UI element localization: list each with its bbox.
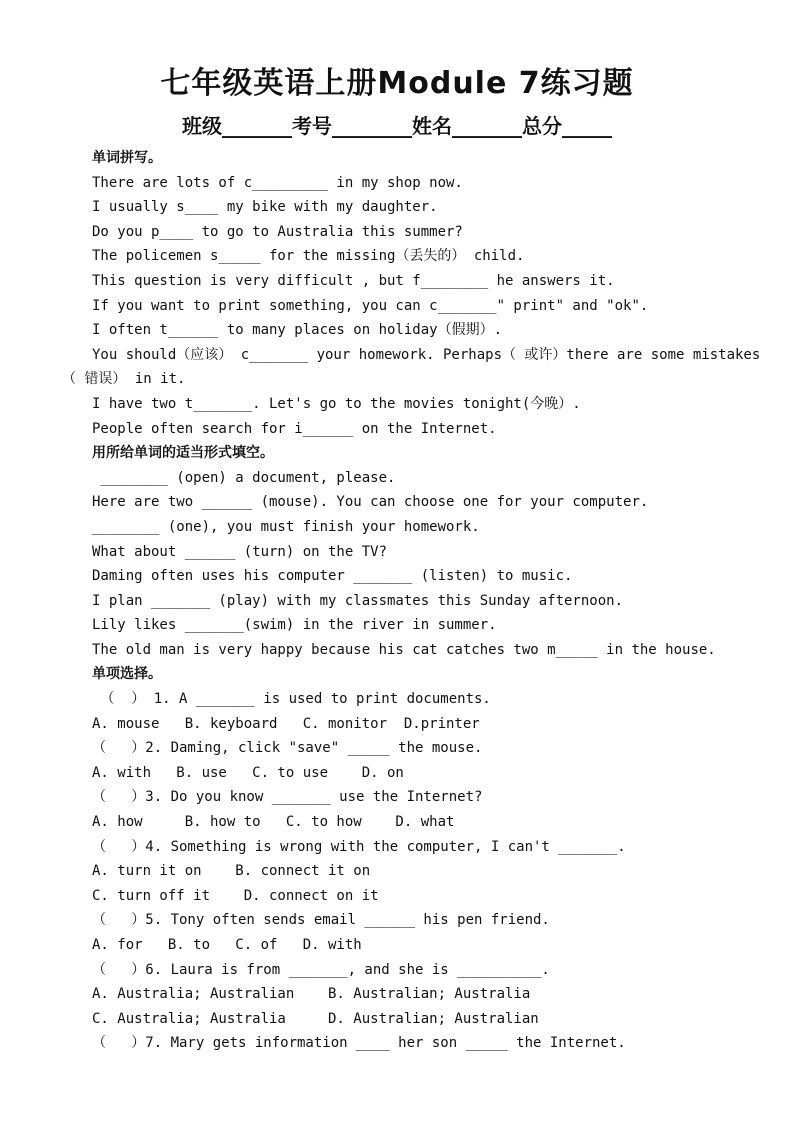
word-form-item: What about ______ (turn) on the TV?: [92, 543, 388, 560]
spelling-item: Do you p____ to go to Australia this summer?: [92, 223, 463, 240]
section-heading-word-forms: 用所给单词的适当形式填空。: [92, 445, 274, 462]
choice-item: （ ）4. Something is wrong with the computer, I can't _______.: [92, 838, 626, 855]
spelling-item: There are lots of c_________ in my shop now.: [92, 174, 463, 191]
spelling-item: You should（应该） c_______ your homework. Perhaps（ 或许）there are some mistakes: [92, 346, 761, 363]
section-heading-spelling: 单词拼写。: [92, 150, 162, 166]
spelling-item: The policemen s_____ for the missing（丢失的） child.: [92, 248, 525, 265]
spelling-item: This question is very difficult , but f________ he answers it.: [92, 272, 615, 289]
word-form-item: I plan _______ (play) with my classmates this Sunday afternoon.: [92, 592, 624, 609]
choice-item: （ ）7. Mary gets information ____ her son _____ the Internet.: [92, 1035, 626, 1052]
choice-item: A. with B. use C. to use D. on: [92, 764, 404, 781]
spelling-item: I usually s____ my bike with my daughter.: [92, 199, 438, 216]
choice-item: A. mouse B. keyboard C. monitor D.printer: [92, 715, 480, 732]
choice-item: （ ）5. Tony often sends email ______ his pen friend.: [92, 912, 550, 929]
section-word-forms-list: [62, 466, 752, 663]
choice-item: （ ）3. Do you know _______ use the Internet?: [92, 789, 483, 806]
choice-item: A. Australia; Australian B. Australian; Australia: [92, 986, 531, 1003]
section-spelling-list: [62, 171, 761, 442]
spelling-item: If you want to print something, you can c_______" print" and "ok".: [92, 297, 649, 314]
page-title: 七年级英语上册Module 7练习题: [160, 66, 634, 101]
choice-item: A. turn it on B. connect it on: [92, 863, 371, 880]
choice-item: A. how B. how to C. to how D. what: [92, 814, 455, 831]
section-multiple-choice-list: [62, 687, 752, 1056]
choice-item: （ ）2. Daming, click "save" _____ the mouse.: [92, 740, 483, 757]
word-form-item: Lily likes _______(swim) in the river in summer.: [92, 617, 497, 634]
choice-item: C. Australia; Australia D. Australian; Australian: [92, 1010, 539, 1027]
spelling-item: People often search for i______ on the Internet.: [92, 420, 497, 437]
student-info-line: 班级_______考号________姓名_______总分_____: [182, 114, 612, 138]
spelling-item: I have two t_______. Let's go to the movies tonight(今晚）.: [92, 395, 581, 412]
choice-item: C. turn off it D. connect on it: [92, 887, 379, 904]
spelling-item: （ 错误） in it.: [62, 371, 186, 388]
worksheet-content: [62, 146, 761, 1056]
word-form-item: ________ (one), you must finish your homework.: [92, 518, 480, 535]
choice-item: （ ） 1. A _______ is used to print documents.: [92, 691, 491, 708]
word-form-item: The old man is very happy because his cat catches two m_____ in the house.: [92, 641, 716, 658]
word-form-item: Daming often uses his computer _______ (listen) to music.: [92, 568, 573, 585]
choice-item: （ ）6. Laura is from _______, and she is __________.: [92, 961, 550, 978]
choice-item: A. for B. to C. of D. with: [92, 937, 362, 953]
section-heading-multiple-choice: 单项选择。: [92, 666, 162, 683]
word-form-item: ________ (open) a document, please.: [92, 469, 396, 486]
spelling-item: I often t______ to many places on holiday（假期）.: [92, 322, 503, 339]
word-form-item: Here are two ______ (mouse). You can choose one for your computer.: [92, 494, 649, 511]
